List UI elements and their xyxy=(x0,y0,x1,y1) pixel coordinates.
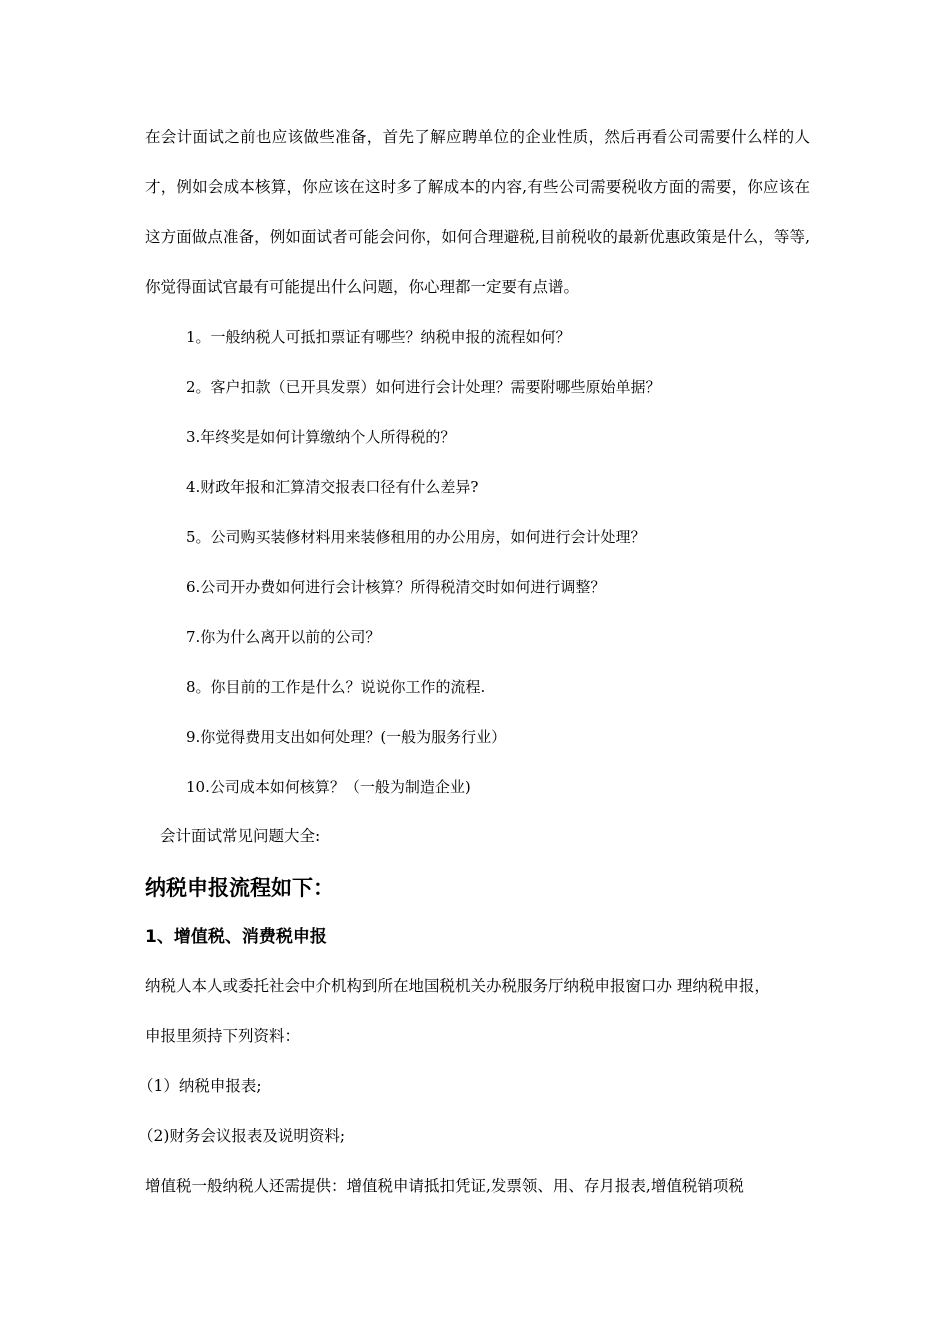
question-8: 8。你目前的工作是什么？说说你工作的流程. xyxy=(186,678,486,696)
question-6: 6.公司开办费如何进行会计核算？所得税清交时如何进行调整？ xyxy=(186,578,606,596)
section-subheading: 1、增值税、消费税申报 xyxy=(145,927,327,947)
list-item-2: （2)财务会议报表及说明资料; xyxy=(138,1127,346,1145)
question-3: 3.年终奖是如何计算缴纳个人所得税的？ xyxy=(186,428,456,446)
body-line-1: 纳税人本人或委托社会中介机构到所在地国税机关办税服务厅纳税申报窗口办 理纳税申报， xyxy=(145,977,770,995)
section-heading: 纳税申报流程如下： xyxy=(145,876,334,900)
intro-paragraph: 在会计面试之前也应该做些准备，首先了解应聘单位的企业性质，然后再看公司需要什么样的人才，例如会成本核算，你应该在这时多了解成本的内容,有些公司需要税收方面的需要，你应该在这方面做点准备，例如面试者可能会问你，如何合理避税,目前税收的最新优惠政策是什么，等等,你觉得面试官最有可能提出什么问题，你心理都一定要有点谱。 xyxy=(145,128,810,296)
body-line-3: 增值税一般纳税人还需提供：增值税申请抵扣凭证,发票领、用、存月报表,增值税销项税 xyxy=(145,1177,744,1195)
question-2: 2。客户扣款（已开具发票）如何进行会计处理？需要附哪些原始单据？ xyxy=(186,378,661,396)
list-item-1: （1）纳税申报表; xyxy=(138,1077,262,1095)
faq-title: 会计面试常见问题大全: xyxy=(160,827,321,845)
question-1: 1。一般纳税人可抵扣票证有哪些？纳税申报的流程如何？ xyxy=(186,328,571,346)
question-7: 7.你为什么离开以前的公司？ xyxy=(186,628,381,646)
question-10: 10.公司成本如何核算？（一般为制造企业) xyxy=(186,778,471,796)
question-9: 9.你觉得费用支出如何处理？(一般为服务行业） xyxy=(186,728,507,746)
question-4: 4.财政年报和汇算清交报表口径有什么差异? xyxy=(186,478,479,496)
body-line-2: 申报里须持下列资料： xyxy=(145,1027,301,1045)
question-5: 5。公司购买装修材料用来装修租用的办公用房，如何进行会计处理？ xyxy=(186,528,646,546)
